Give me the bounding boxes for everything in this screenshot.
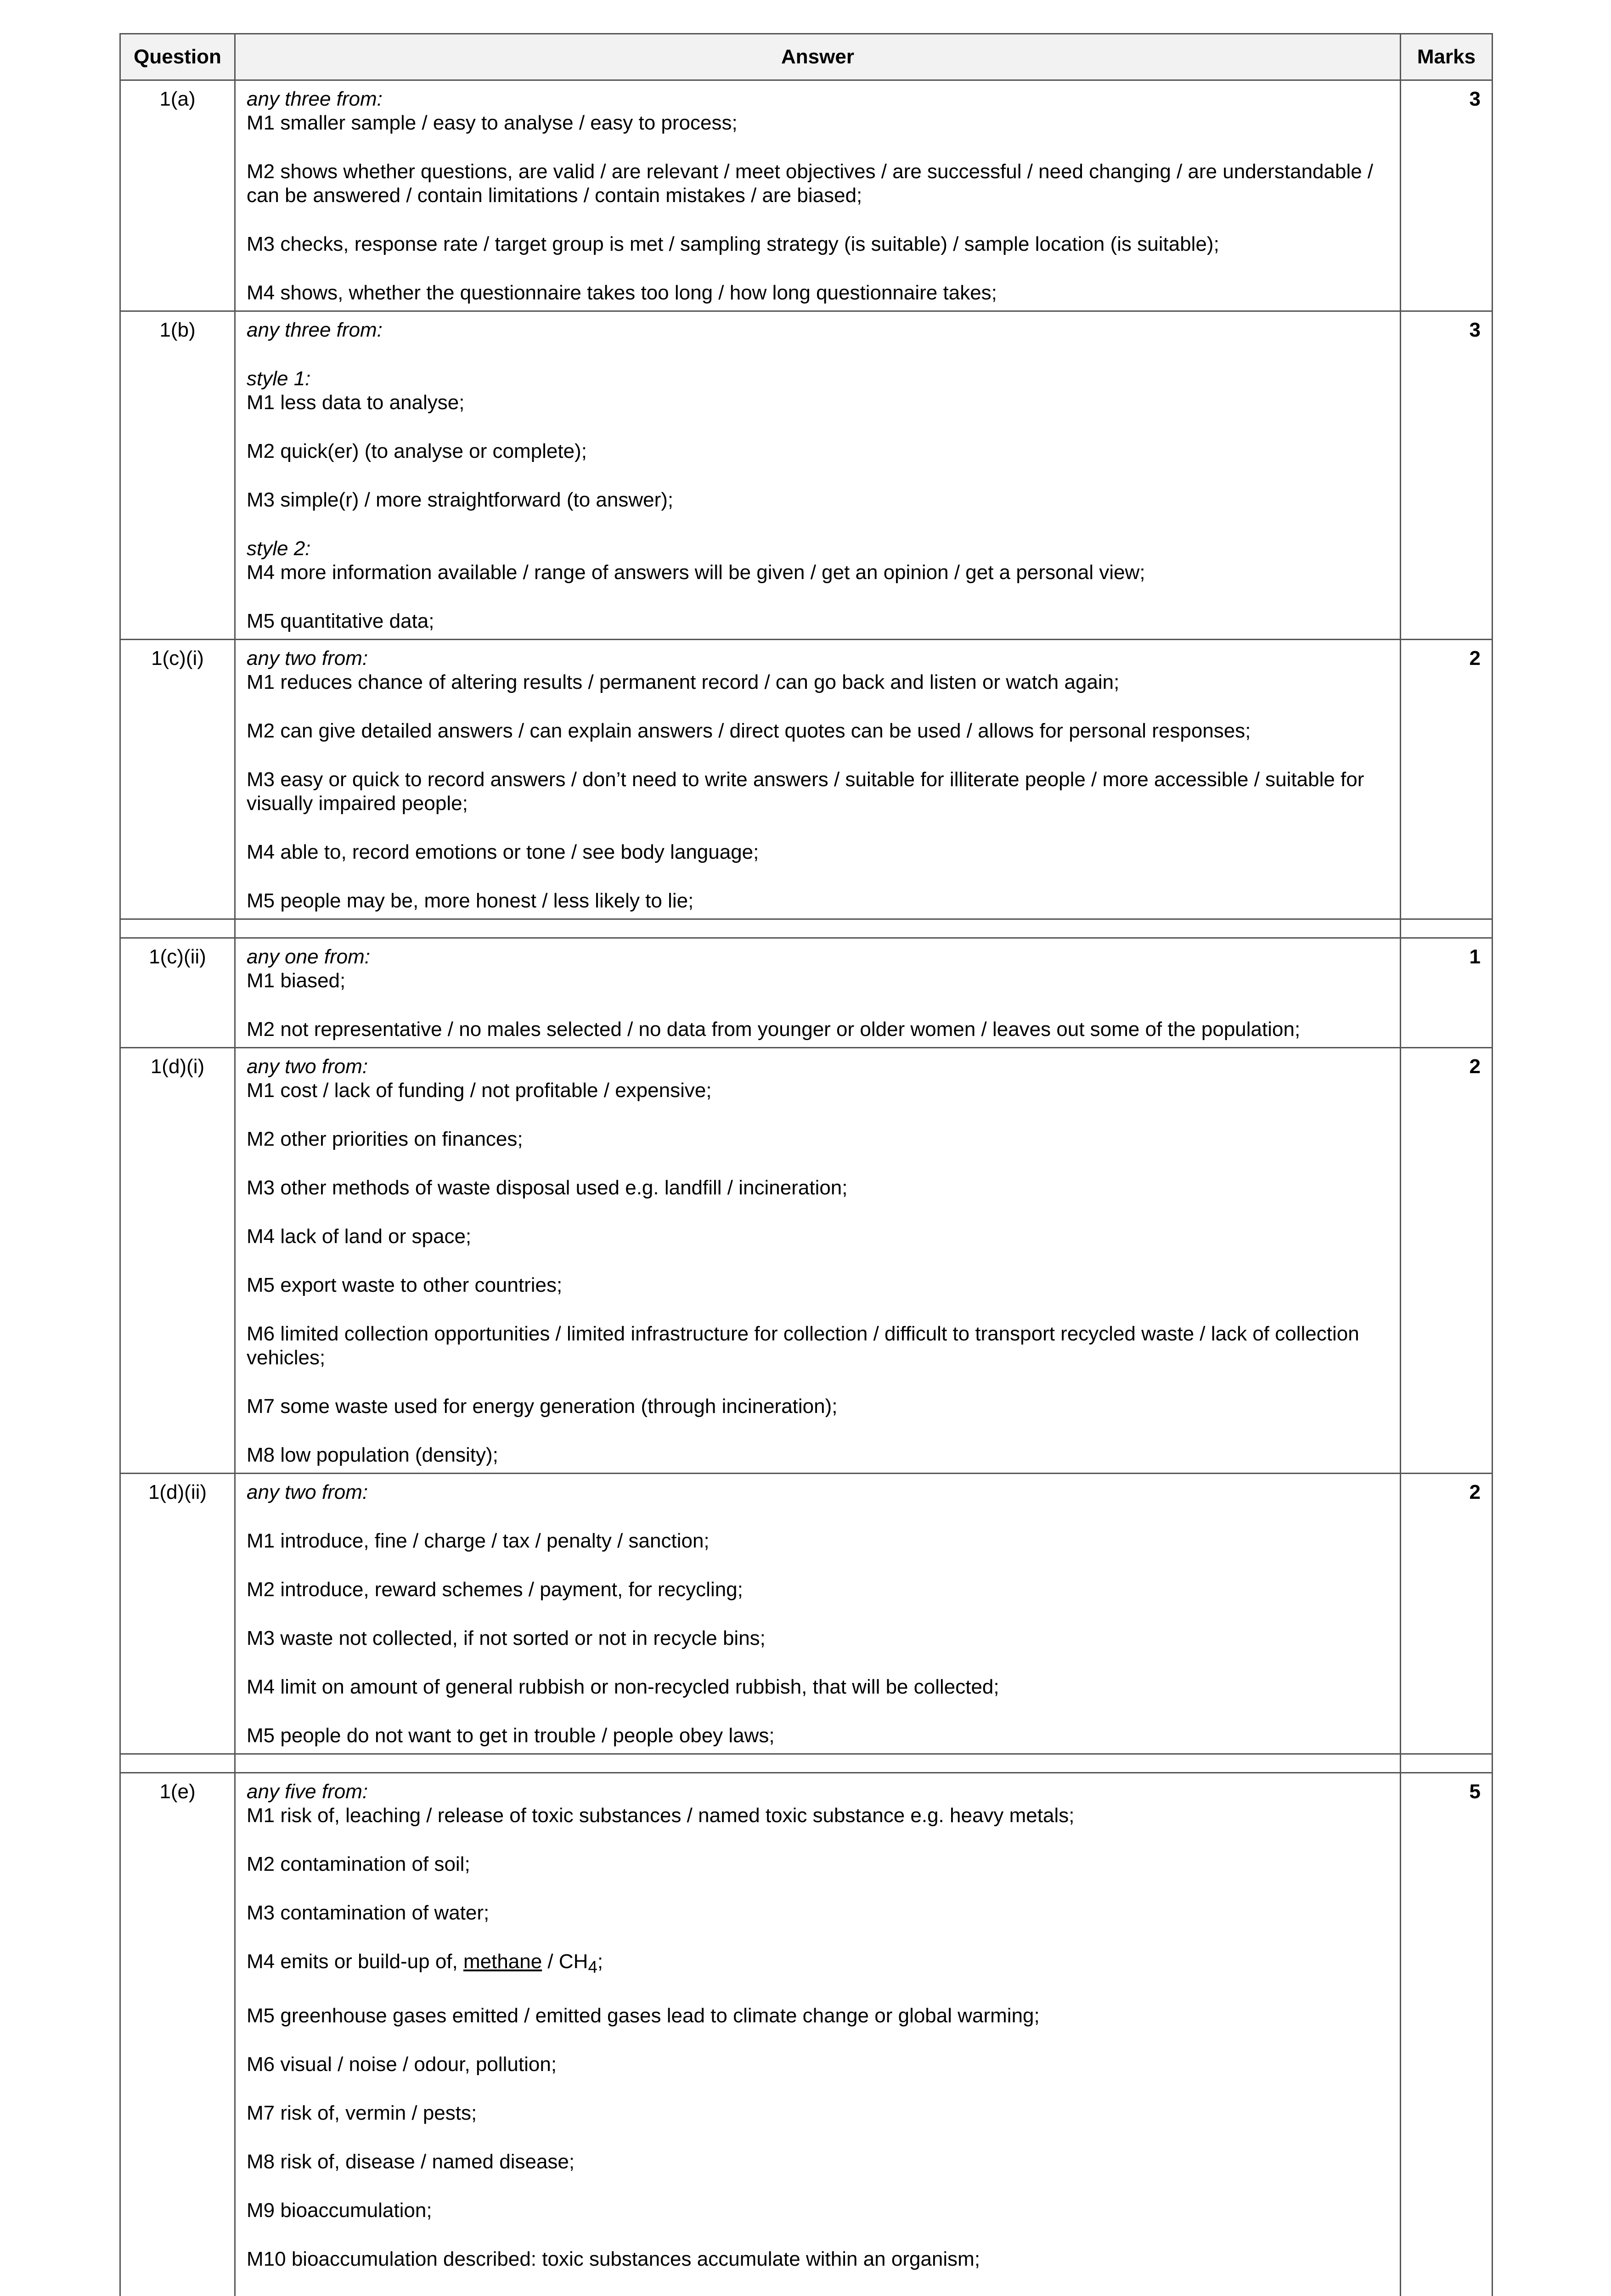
mark-point: M3 checks, response rate / target group is met / sampling strategy (is suitable) / sample location (is suitable); [247,233,1219,255]
mark-point: M10 bioaccumulation described: toxic substances accumulate within an organism; [247,2247,980,2270]
marks-value: 3 [1401,80,1493,311]
question-number: 1(c)(ii) [120,938,235,1048]
answer-intro: any three from: [247,319,383,341]
mark-point: M8 low population (density); [247,1444,498,1466]
mark-scheme-table [119,33,1493,2296]
question-header: Question [120,34,235,80]
answer-intro: any two from: [247,1481,368,1503]
m4-suffix: ; [597,1950,603,1973]
mark-point: M3 other methods of waste disposal used e.g. landfill / incineration; [247,1176,848,1199]
m4-methane: methane [463,1950,542,1973]
mark-point: M2 shows whether questions, are valid / are relevant / meet objectives / are successful / need changing / are understandable / can be answered / contain limitations / contain mistakes / are biased; [247,160,1374,207]
question-number: 1(d)(ii) [120,1474,235,1754]
answer-intro: any three from: [247,88,383,110]
mark-point: M1 introduce, fine / charge / tax / penalty / sanction; [247,1530,710,1552]
answer-intro: any one from: [247,945,371,968]
table-row [120,311,1493,640]
answer-cell [235,1048,1401,1474]
marks-value: 1 [1401,938,1493,1048]
marks-value: 5 [1401,1773,1493,2296]
mark-point: M8 risk of, disease / named disease; [247,2150,575,2173]
m4-prefix: M4 emits or build-up of, [247,1950,463,1973]
mark-point: M4 more information available / range of answers will be given / get an opinion / get a personal view; [247,561,1145,584]
mark-point: M5 quantitative data; [247,610,434,632]
mark-point: M9 bioaccumulation; [247,2199,432,2222]
marks-value: 2 [1401,1474,1493,1754]
m4-subscript: 4 [588,1957,597,1976]
table-row [120,938,1493,1048]
mark-point: M7 some waste used for energy generation (through incineration); [247,1395,838,1418]
mark-point: M6 visual / noise / odour, pollution; [247,2053,557,2076]
marks-value: 3 [1401,311,1493,640]
mark-point: M1 biased; [247,969,346,992]
answer-cell [235,1773,1401,2296]
answer-cell [235,311,1401,640]
answer-intro: any two from: [247,647,368,670]
marks-value: 2 [1401,640,1493,919]
mark-point: M2 quick(er) (to analyse or complete); [247,440,587,462]
question-number: 1(c)(i) [120,640,235,919]
style-label: style 1: [247,367,311,390]
answer-cell [235,640,1401,919]
style-label: style 2: [247,537,311,560]
mark-point: M2 contamination of soil; [247,1853,470,1875]
table-row [120,640,1493,919]
table-row [120,1048,1493,1474]
mark-point: M5 people may be, more honest / less likely to lie; [247,889,694,912]
mark-point: M2 can give detailed answers / can explain answers / direct quotes can be used / allows for personal responses; [247,720,1251,742]
question-number: 1(d)(i) [120,1048,235,1474]
mark-point: M6 limited collection opportunities / limited infrastructure for collection / difficult to transport recycled waste / lack of collection vehicles; [247,1322,1359,1369]
mark-point: M2 other priorities on finances; [247,1128,523,1150]
mark-point-m4 [247,1950,1389,1979]
answer-cell [235,80,1401,311]
mark-point: M7 risk of, vermin / pests; [247,2101,477,2124]
answer-cell [235,938,1401,1048]
answer-header: Answer [235,34,1401,80]
mark-point: M1 smaller sample / easy to analyse / easy to process; [247,112,738,134]
mark-point: M1 cost / lack of funding / not profitable / expensive; [247,1079,712,1102]
mark-point: M3 waste not collected, if not sorted or not in recycle bins; [247,1627,766,1649]
row-separator [120,1754,1493,1773]
question-number: 1(a) [120,80,235,311]
answer-cell [235,1474,1401,1754]
mark-point: M4 limit on amount of general rubbish or non-recycled rubbish, that will be collected; [247,1676,999,1698]
mark-point: M4 shows, whether the questionnaire takes too long / how long questionnaire takes; [247,281,997,304]
answer-intro: any five from: [247,1780,368,1803]
mark-point: M1 less data to analyse; [247,391,465,414]
mark-point: M1 reduces chance of altering results / permanent record / can go back and listen or watch again; [247,671,1120,693]
m4-middle: / CH [542,1950,588,1973]
mark-point: M3 contamination of water; [247,1902,490,1924]
mark-point: M2 not representative / no males selected / no data from younger or older women / leaves out some of the population; [247,1018,1301,1041]
mark-point: M5 export waste to other countries; [247,1274,563,1296]
mark-point: M4 lack of land or space; [247,1225,472,1248]
question-number: 1(e) [120,1773,235,2296]
marks-value: 2 [1401,1048,1493,1474]
mark-point: M4 able to, record emotions or tone / see body language; [247,841,759,863]
table-row [120,1773,1493,2296]
question-number: 1(b) [120,311,235,640]
mark-point: M5 people do not want to get in trouble / people obey laws; [247,1724,775,1747]
header-row [120,34,1493,80]
mark-point: M1 risk of, leaching / release of toxic substances / named toxic substance e.g. heavy metals; [247,1804,1075,1827]
mark-point: M2 introduce, reward schemes / payment, for recycling; [247,1578,743,1601]
row-separator [120,919,1493,938]
mark-point: M3 simple(r) / more straightforward (to answer); [247,489,674,511]
marks-header: Marks [1401,34,1493,80]
mark-point: M3 easy or quick to record answers / don’t need to write answers / suitable for illiterate people / more accessible / suitable for visually impaired people; [247,768,1364,815]
mark-point: M5 greenhouse gases emitted / emitted gases lead to climate change or global warming; [247,2004,1040,2027]
answer-intro: any two from: [247,1055,368,1078]
table-row [120,80,1493,311]
table-row [120,1474,1493,1754]
